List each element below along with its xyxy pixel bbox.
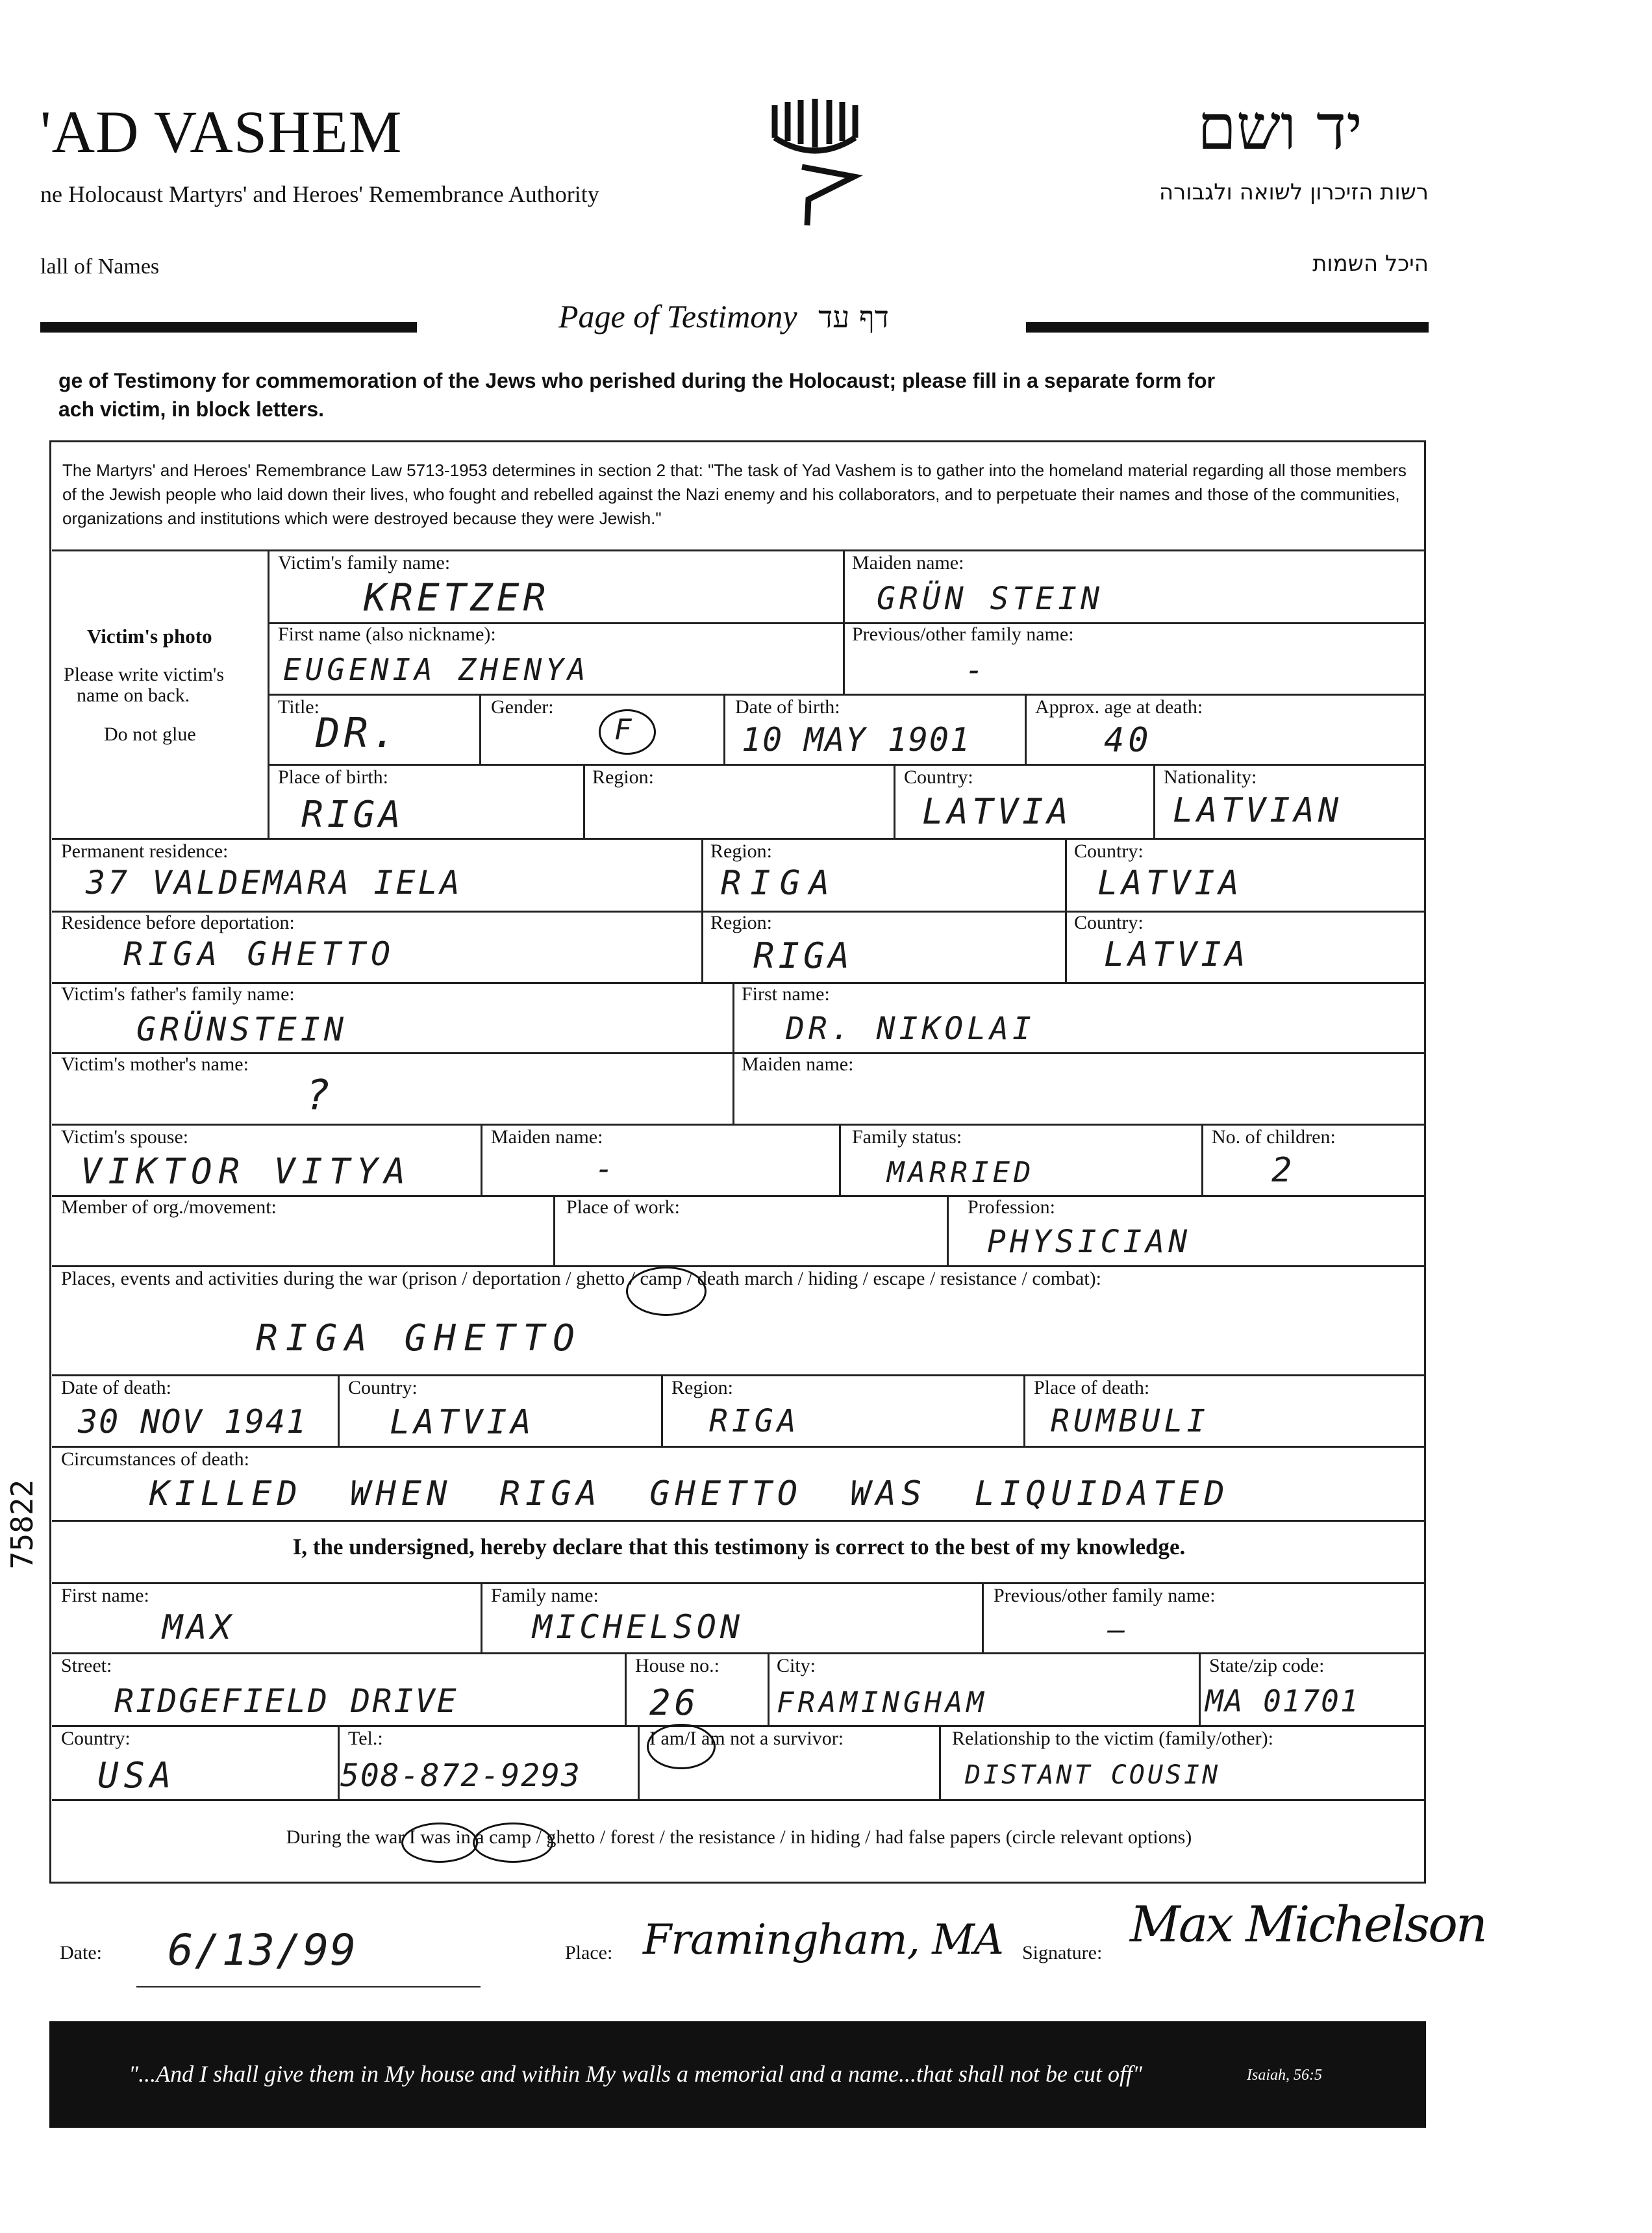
footer-quote: "...And I shall give them in My house and within My walls a memorial and a name...that shall not be cut off" <box>129 2061 1143 2087</box>
places-events-label: Places, events and activities during the war (prison / deportation / ghetto / camp / death march / hiding / escape / resistance / combat): <box>61 1268 1102 1289</box>
gender-circle <box>599 709 656 755</box>
pob-region-label: Region: <box>592 766 654 788</box>
death-country-label: Country: <box>348 1377 418 1398</box>
title-bar-left <box>40 322 417 333</box>
member-org-label: Member of org./movement: <box>61 1196 277 1218</box>
father-first-label: First name: <box>742 983 830 1005</box>
hebrew-hall: היכל השמות <box>1312 251 1429 277</box>
victim-nationality[interactable]: LATVIAN <box>1173 791 1343 830</box>
victim-father-first[interactable]: DR. NIKOLAI <box>786 1011 1035 1047</box>
profession-label: Profession: <box>968 1196 1055 1218</box>
victim-perm-res[interactable]: 37 VALDEMARA IELA <box>86 864 462 902</box>
page-title <box>558 297 889 335</box>
family-status-label: Family status: <box>852 1126 962 1148</box>
menorah-logo-icon <box>763 92 867 229</box>
victim-title[interactable]: DR. <box>316 709 400 757</box>
during-war-text: During the war I was in a camp / ghetto / forest / the resistance / in hiding / had false papers (circle relevant options) <box>286 1826 1192 1848</box>
pob-country-label: Country: <box>904 766 973 788</box>
victim-family-name[interactable]: KRETZER <box>364 575 550 620</box>
hall-of-names: lall of Names <box>40 255 160 279</box>
date-label: Date: <box>60 1942 102 1963</box>
submitter-house-no[interactable]: 26 <box>649 1682 700 1723</box>
law-text: The Martyrs' and Heroes' Remembrance Law 5713-1953 determines in section 2 that: "The task of Yad Vashem is to gather into the homeland material regarding all those members of the Jewish people who laid down their lives, who fought and rebelled against the Nazi enemy and his collaborators, and to perpetuate their names and those of the communities, organizations and institutions which were destroyed because they were Jewish." <box>62 460 1407 528</box>
victim-res-before[interactable]: RIGA GHETTO <box>123 935 396 973</box>
submitter-relationship[interactable]: DISTANT COUSIN <box>965 1760 1221 1790</box>
victim-father-family[interactable]: GRÜNSTEIN <box>136 1011 347 1048</box>
res-country-label: Country: <box>1074 912 1144 933</box>
submitter-tel[interactable]: 508-872-9293 <box>340 1758 581 1794</box>
victim-res-country[interactable]: LATVIA <box>1104 935 1249 974</box>
victim-dob[interactable]: 10 MAY 1901 <box>742 721 971 759</box>
victim-res-region[interactable]: RIGA <box>753 935 854 976</box>
victim-death-country[interactable]: LATVIA <box>390 1403 535 1442</box>
victim-death-region[interactable]: RIGA <box>709 1403 800 1439</box>
submitter-first-name[interactable]: MAX <box>162 1608 235 1647</box>
submitter-street[interactable]: RIDGEFIELD DRIVE <box>114 1682 458 1720</box>
victim-family-status[interactable]: MARRIED <box>887 1156 1035 1189</box>
declaration: I, the undersigned, hereby declare that this testimony is correct to the best of my knowledge. <box>292 1534 1186 1559</box>
perm-region-label: Region: <box>710 840 772 862</box>
house-no-label: House no.: <box>635 1655 720 1676</box>
mother-name-label: Victim's mother's name: <box>61 1053 249 1075</box>
place-death-label: Place of death: <box>1034 1377 1150 1398</box>
title-label: Title: <box>278 696 319 718</box>
victim-perm-region[interactable]: RIGA <box>721 864 839 903</box>
camp-circle <box>401 1823 478 1863</box>
victim-pob[interactable]: RIGA <box>301 794 405 836</box>
victim-pob-country[interactable]: LATVIA <box>922 791 1073 832</box>
hebrew-org-name: יד ושם <box>1197 91 1363 164</box>
title-bar-right <box>1026 322 1429 333</box>
date-death-label: Date of death: <box>61 1377 171 1398</box>
gender-label: Gender: <box>491 696 554 718</box>
page-title-hebrew: דף עד <box>818 299 889 334</box>
submitter-date[interactable]: 6/13/99 <box>168 1925 358 1975</box>
victim-children[interactable]: 2 <box>1271 1151 1296 1190</box>
survivor-label: I am/I am not a survivor: <box>649 1728 844 1749</box>
victim-first-name[interactable]: EUGENIA ZHENYA <box>283 652 590 687</box>
dob-label: Date of birth: <box>735 696 840 718</box>
photo-box-line-3: Do not glue <box>104 724 196 745</box>
intro-line-2: ach victim, in block letters. <box>58 397 325 421</box>
circumstances-label: Circumstances of death: <box>61 1448 249 1470</box>
intro-line-1: ge of Testimony for commemoration of the Jews who perished during the Holocaust; please fill in a separate form for <box>58 369 1216 392</box>
place-work-label: Place of work: <box>566 1196 680 1218</box>
maiden-name-label: Maiden name: <box>852 552 964 574</box>
victim-places-events[interactable]: RIGA GHETTO <box>256 1317 582 1359</box>
sub-family-label: Family name: <box>491 1585 599 1606</box>
survivor-circle <box>647 1724 716 1769</box>
victim-date-death[interactable]: 30 NOV 1941 <box>78 1403 308 1441</box>
photo-box-line-2: name on back. <box>77 685 190 706</box>
first-name-label: First name (also nickname): <box>278 624 496 645</box>
victim-prev-name[interactable]: - <box>965 652 988 688</box>
victim-mother-name[interactable]: ? <box>305 1072 334 1120</box>
death-region-label: Region: <box>671 1377 733 1398</box>
submitter-city[interactable]: FRAMINGHAM <box>777 1686 988 1719</box>
perm-res-label: Permanent residence: <box>61 840 229 862</box>
victim-age-death[interactable]: 40 <box>1104 721 1153 760</box>
submitter-family-name[interactable]: MICHELSON <box>532 1608 744 1646</box>
street-label: Street: <box>61 1655 112 1676</box>
submitter-place[interactable]: Framingham, MA <box>643 1916 1003 1964</box>
perm-country-label: Country: <box>1074 840 1144 862</box>
state-zip-label: State/zip code: <box>1209 1655 1325 1676</box>
age-death-label: Approx. age at death: <box>1035 696 1203 718</box>
signature-label: Signature: <box>1022 1942 1103 1963</box>
victim-spouse-maiden[interactable]: - <box>595 1151 618 1187</box>
victim-circumstances[interactable]: KILLED WHEN RIGA GHETTO WAS LIQUIDATED <box>149 1474 1230 1513</box>
sub-prev-label: Previous/other family name: <box>994 1585 1216 1606</box>
family-name-label: Victim's family name: <box>278 552 451 574</box>
place-label: Place: <box>565 1942 613 1963</box>
submitter-state-zip[interactable]: MA 01701 <box>1205 1684 1360 1719</box>
ghetto-circle <box>626 1267 707 1316</box>
photo-box-line-1: Please write victim's <box>64 664 225 685</box>
victim-gender[interactable]: F <box>614 713 636 746</box>
submitter-prev-name[interactable]: — <box>1108 1613 1129 1646</box>
relationship-label: Relationship to the victim (family/other): <box>952 1728 1273 1749</box>
spouse-label: Victim's spouse: <box>61 1126 189 1148</box>
sub-first-label: First name: <box>61 1585 149 1606</box>
sub-country-label: Country: <box>61 1728 131 1749</box>
res-region-label: Region: <box>710 912 772 933</box>
pob-label: Place of birth: <box>278 766 388 788</box>
father-family-label: Victim's father's family name: <box>61 983 295 1005</box>
submitter-country[interactable]: USA <box>97 1755 177 1796</box>
ghetto-circle-2 <box>473 1823 553 1863</box>
victim-spouse[interactable]: VIKTOR VITYA <box>81 1151 412 1192</box>
tel-label: Tel.: <box>348 1728 383 1749</box>
photo-box-title: Victim's photo <box>87 625 212 648</box>
page-title-english: Page of Testimony <box>558 298 797 334</box>
side-number: 75822 <box>5 1479 40 1570</box>
res-before-label: Residence before deportation: <box>61 912 295 933</box>
victim-place-death[interactable]: RUMBULI <box>1051 1403 1210 1439</box>
mother-maiden-label: Maiden name: <box>742 1053 854 1075</box>
org-name: 'AD VASHEM <box>40 99 403 165</box>
org-subtitle: ne Holocaust Martyrs' and Heroes' Remembrance Authority <box>40 181 599 207</box>
spouse-maiden-label: Maiden name: <box>491 1126 603 1148</box>
victim-profession[interactable]: PHYSICIAN <box>987 1224 1192 1260</box>
city-label: City: <box>777 1655 816 1676</box>
victim-perm-country[interactable]: LATVIA <box>1097 864 1243 903</box>
footer-source: Isaiah, 56:5 <box>1247 2067 1322 2084</box>
nationality-label: Nationality: <box>1164 766 1257 788</box>
victim-maiden-name[interactable]: GRÜN STEIN <box>877 581 1103 617</box>
submitter-signature[interactable]: Max Michelson <box>1130 1895 1486 1953</box>
children-label: No. of children: <box>1212 1126 1336 1148</box>
hebrew-subtitle: רשות הזיכרון לשואה ולגבורה <box>1158 179 1429 205</box>
prev-name-label: Previous/other family name: <box>852 624 1074 645</box>
